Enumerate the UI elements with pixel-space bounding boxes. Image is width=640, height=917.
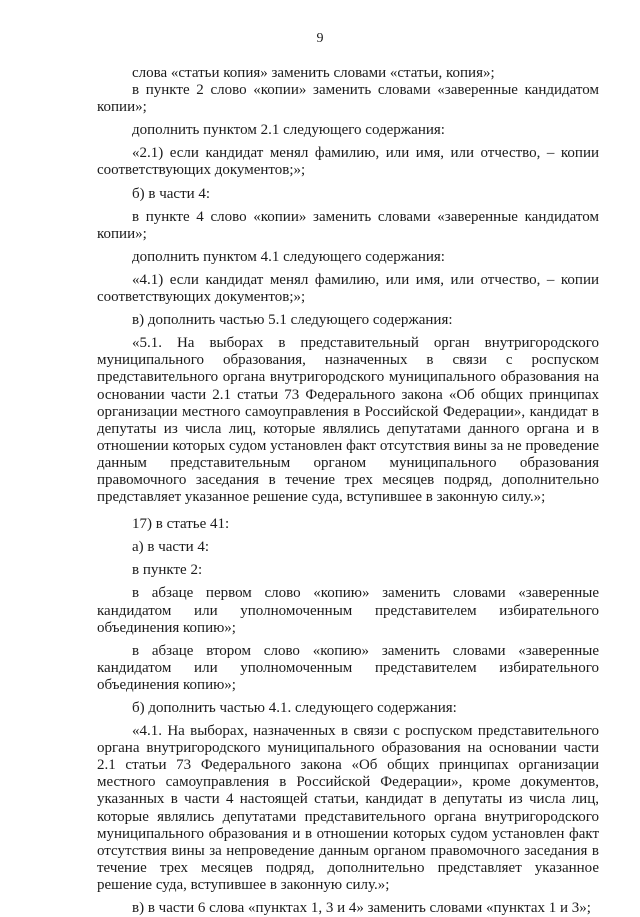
paragraph-12: а) в части 4: [132, 539, 210, 556]
paragraph-9: в) дополнить частью 5.1 следующего содержания: [132, 312, 453, 329]
paragraph-13: в пункте 2: [132, 562, 203, 579]
paragraph-2: в пункте 2 слово «копии» заменить словами «заверенные кандидатом копии»; [97, 82, 599, 116]
paragraph-5: б) в части 4: [132, 185, 211, 202]
paragraph-17: «4.1. На выборах, назначенных в связи с роспуском представительного органа внутригородского муниципального образования на основании части 2.1 статьи 73 Федерального закона «Об общих принципах организации местного самоуправления в Российской Федерации», кроме документов, указанных в части 4 настоящей статьи, кандидат в депутаты из числа лиц, которые являлись депутатами представительного органа внутригородского муниципального образования и в отношении которых судом установлен факт отсутствия вины за непроведение данным органом правомочного заседания в течение трех месяцев подряд, дополнительно представляет указанное решение суда, вступившее в законную силу.»; [97, 723, 599, 893]
paragraph-18: в) в части 6 слова «пунктах 1, 3 и 4» заменить словами «пунктах 1 и 3»; [132, 900, 591, 917]
paragraph-7: дополнить пунктом 4.1 следующего содержания: [132, 248, 445, 265]
paragraph-15: в абзаце втором слово «копию» заменить словами «заверенные кандидатом или уполномоченным представителем избирательного объединения копию»; [97, 642, 599, 693]
paragraph-16: б) дополнить частью 4.1. следующего содержания: [132, 700, 457, 716]
paragraph-11: 17) в статье 41: [132, 516, 230, 533]
paragraph-4: «2.1) если кандидат менял фамилию, или имя, или отчество, – копии соответствующих документов;»; [97, 145, 599, 179]
document-body [97, 65, 599, 917]
page-number: 9 [316, 31, 324, 46]
paragraph-14: в абзаце первом слово «копию» заменить словами «заверенные кандидатом или уполномоченным представителем избирательного объединения копию»; [97, 585, 599, 636]
paragraph-10: «5.1. На выборах в представительный орган внутригородского муниципального образования, назначенных в связи с роспуском представительного органа внутригородского муниципального образования на основании части 2.1 статьи 73 Федерального закона «Об общих принципах организации местного самоуправления в Российской Федерации», кандидат в депутаты из числа лиц, которые являлись депутатами данного органа и в отношении которых судом установлен факт отсутствия вины за не проведение данным представительным органом муниципального образования правомочного заседания в течение трех месяцев подряд, дополнительно представляет указанное решение суда, вступившее в законную силу.»; [97, 335, 599, 506]
paragraph-6: в пункте 4 слово «копии» заменить словами «заверенные кандидатом копии»; [97, 208, 599, 242]
paragraph-8: «4.1) если кандидат менял фамилию, или имя, или отчество, – копии соответствующих документов;»; [97, 271, 599, 306]
paragraph-1: слова «статьи копия» заменить словами «статьи, копия»; [132, 65, 495, 81]
paragraph-3: дополнить пунктом 2.1 следующего содержания: [132, 122, 445, 139]
